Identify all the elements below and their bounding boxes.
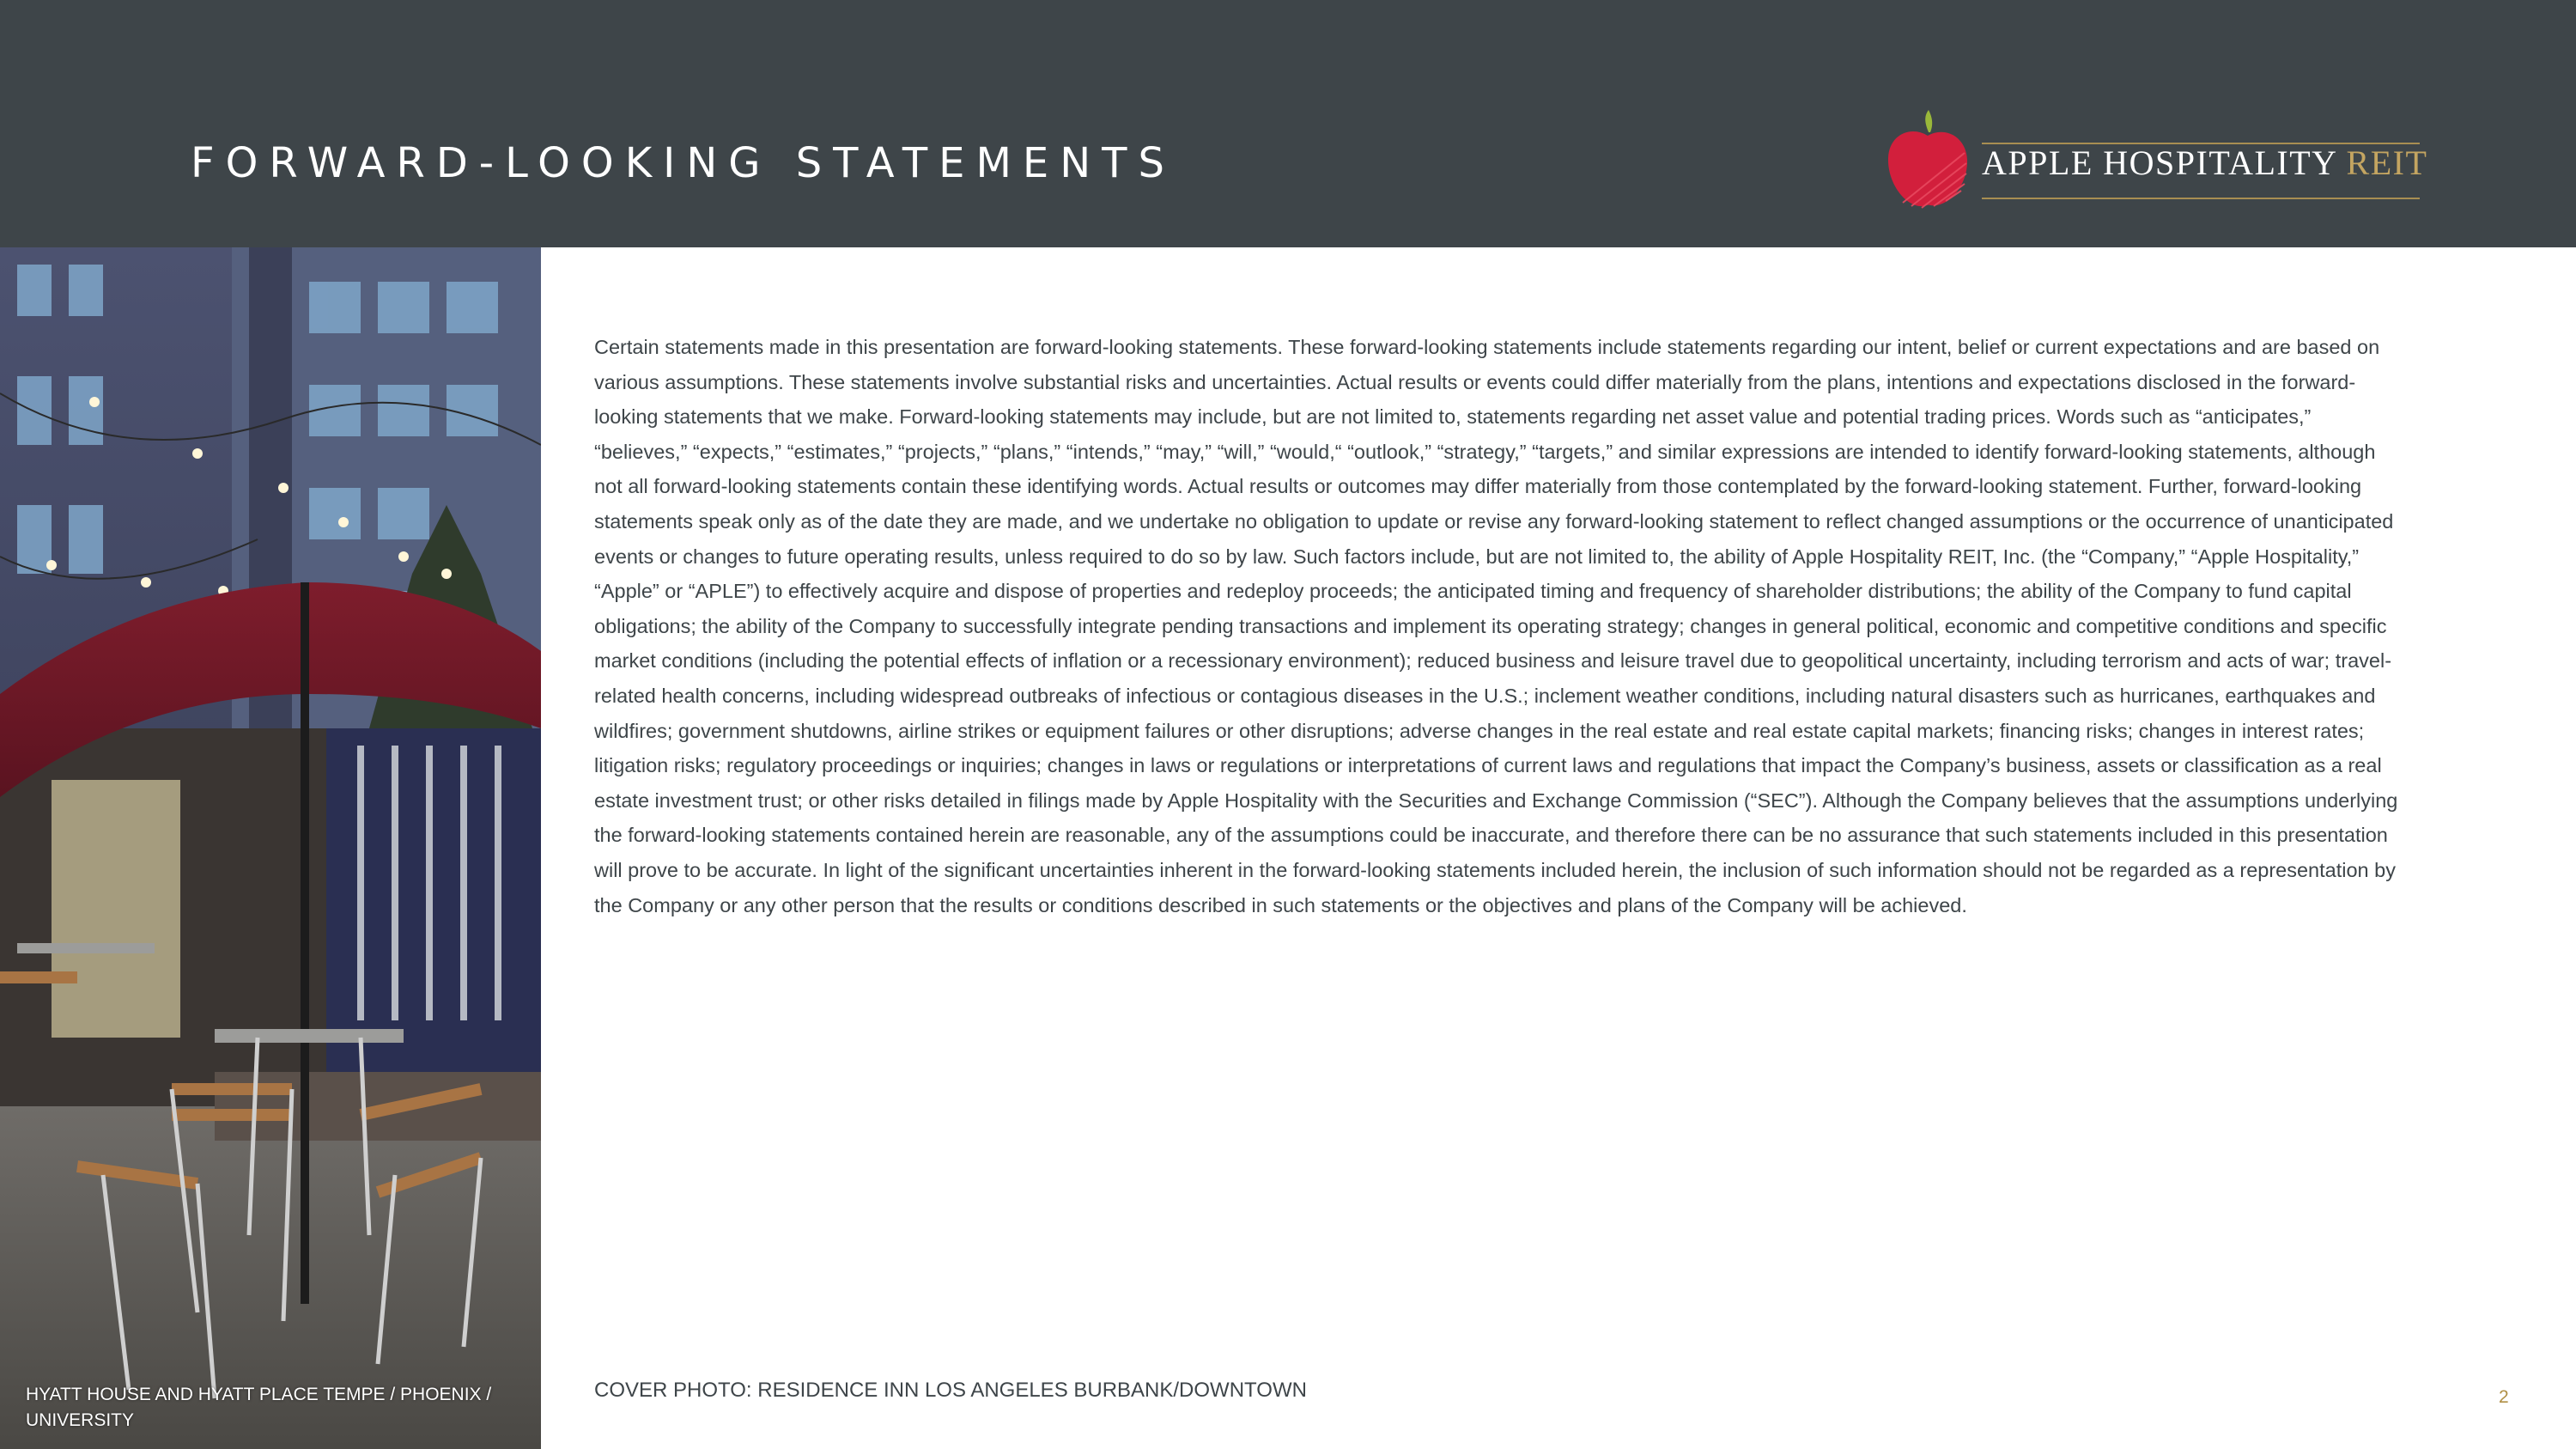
photo-caption: HYATT HOUSE AND HYATT PLACE TEMPE / PHOENIX / UNIVERSITY [26, 1385, 492, 1430]
logo-name-main: APPLE HOSPITALITY [1982, 143, 2337, 182]
disclaimer-paragraph: Certain statements made in this presentation are forward-looking statements. These forward-looking statements include statements regarding our intent, belief or current expectations and are based on various assumptions. These statements involve substantial risks and uncertainties. Actual results or events could differ materially from the plans, intentions and expectations disclosed in the forward-looking statements that we make. Forward-looking statements may include, but are not limited to, statements regarding net asset value and potential trading prices. Words such as “anticipates,” “believes,” “expects,” “estimates,” “projects,” “plans,” “intends,” “may,” “will,” “would,“ “outlook,” “strategy,” “targets,” and similar expressions are intended to identify forward-looking statements, although not all forward-looking statements contain these identifying words. Actual results or outcomes may differ materially from those contemplated by the forward-looking statement. Further, forward-looking statements speak only as of the date they are made, and we undertake no obligation to update or revise any forward-looking statement to reflect changed assumptions or the occurrence of unanticipated events or changes to future operating results, unless required to do so by law. Such factors include, but are not limited to, the ability of Apple Hospitality REIT, Inc. (the “Company,” “Apple Hospitality,” “Apple” or “APLE”) to effectively acquire and dispose of properties and redeploy proceeds; the anticipated timing and frequency of shareholder distributions; the ability of the Company to fund capital obligations; the ability of the Company to successfully integrate pending transactions and implement its operating strategy; changes in general political, economic and competitive conditions and specific market conditions (including the potential effects of inflation or a recessionary environment); reduced business and leisure travel due to geopolitical uncertainty, including terrorism and acts of war; travel-related health concerns, including widespread outbreaks of infectious or contagious diseases in the U.S.; inclement weather conditions, including natural disasters such as hurricanes, earthquakes and wildfires; government shutdowns, airline strikes or equipment failures or other disruptions; adverse changes in the real estate and real estate capital markets; financing risks; changes in interest rates; litigation risks; regulatory proceedings or inquiries; changes in laws or regulations or interpretations of current laws and regulations that impact the Company’s business, assets or classification as a real estate investment trust; or other risks detailed in filings made by Apple Hospitality with the Securities and Exchange Commission (“SEC”). Although the Company believes that the assumptions underlying the forward-looking statements contained herein are reasonable, any of the assumptions could be inaccurate, and therefore there can be no assurance that such statements included in this presentation will prove to be accurate. In light of the significant uncertainties inherent in the forward-looking statements included herein, the inclusion of such information should not be regarded as a representation by the Company or any other person that the results or conditions described in such statements or the objectives and plans of the Company will be achieved. [594, 336, 2398, 916]
cover-photo-caption: COVER PHOTO: RESIDENCE INN LOS ANGELES BURBANK/DOWNTOWN [594, 1379, 1307, 1402]
hotel-patio-photo [0, 247, 541, 1449]
page-title: FORWARD-LOOKING STATEMENTS [191, 139, 1176, 187]
photo-illustration [0, 247, 541, 1449]
logo-wordmark [1982, 143, 2428, 182]
logo-name-accent: REIT [2346, 143, 2428, 182]
logo-rule-bottom [1982, 198, 2420, 199]
apple-logo-icon [1886, 108, 1970, 210]
company-logo [1886, 108, 2428, 210]
header-bar [0, 0, 2576, 247]
page-number: 2 [2499, 1387, 2509, 1407]
